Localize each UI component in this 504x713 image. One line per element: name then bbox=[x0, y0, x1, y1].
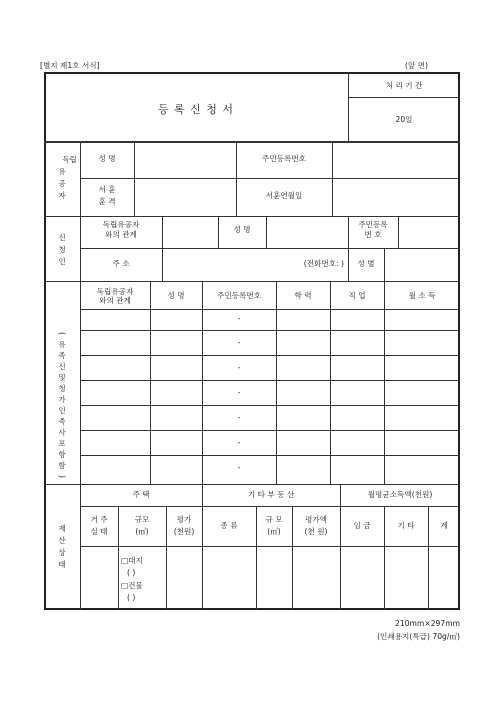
value-label: 평가 bbox=[176, 515, 192, 524]
family-col-line bbox=[384, 281, 385, 484]
divider bbox=[236, 141, 237, 216]
applicant-gender-label: 성 별 bbox=[357, 259, 375, 268]
family-header-income: 월 소 득 bbox=[408, 291, 436, 300]
value2-unit: (천 원) bbox=[304, 527, 328, 536]
divider bbox=[384, 248, 385, 281]
building-size: ( ) bbox=[127, 593, 136, 602]
applicant-section-label: 신 청 인 bbox=[58, 233, 66, 266]
family-row-line bbox=[80, 355, 460, 356]
divider bbox=[80, 178, 460, 179]
footer-size: 210mm×297mm bbox=[395, 619, 460, 628]
section-divider bbox=[44, 281, 460, 282]
residence-label-2: 실 태 bbox=[90, 527, 108, 536]
family-rrn-dash: - bbox=[237, 438, 241, 447]
family-row-line bbox=[80, 330, 460, 331]
family-row-line bbox=[80, 309, 460, 310]
processing-label: 처 리 기 간 bbox=[385, 81, 423, 90]
patriot-rrn-label: 주민등록번호 bbox=[261, 154, 306, 163]
divider bbox=[80, 248, 460, 249]
form-label: [별지 제1호 서식] bbox=[40, 61, 100, 70]
property-col-line bbox=[202, 484, 203, 610]
family-section-label: ( 유 족 신 및 청 가 인 족 사 포 항 함 ) bbox=[57, 332, 67, 478]
property-section-label: 재 산 상 태 bbox=[58, 524, 66, 569]
scale-unit: (㎡) bbox=[135, 527, 149, 536]
family-row-line bbox=[80, 405, 460, 406]
divider bbox=[162, 216, 163, 281]
family-rrn-dash: - bbox=[237, 314, 241, 323]
scale-label: 규모 bbox=[134, 515, 150, 524]
value2-label: 평가액 bbox=[304, 515, 327, 524]
applicant-rrn-label: 주민등록 bbox=[358, 220, 388, 229]
family-col-line bbox=[202, 281, 203, 484]
property-row-line bbox=[80, 506, 460, 507]
property-row-line bbox=[80, 546, 460, 547]
section-divider bbox=[44, 141, 460, 143]
family-row-line bbox=[80, 430, 460, 431]
housing-header: 주 택 bbox=[132, 490, 150, 499]
applicant-phone-label: (전화번호: ) bbox=[303, 259, 344, 268]
family-header-education: 학 력 bbox=[294, 291, 312, 300]
family-rrn-dash: - bbox=[237, 338, 241, 347]
page-title: 등 록 신 청 서 bbox=[157, 103, 235, 116]
applicant-address-label: 주 소 bbox=[112, 259, 130, 268]
family-header-name: 성 명 bbox=[167, 291, 185, 300]
family-col-line bbox=[276, 281, 277, 484]
divider bbox=[348, 97, 460, 98]
divider bbox=[80, 141, 81, 610]
divider bbox=[398, 216, 399, 248]
other-realestate-header: 기 타 부 동 산 bbox=[247, 490, 295, 499]
decoration-grade-label: 훈 격 bbox=[98, 197, 116, 206]
divider bbox=[332, 141, 333, 216]
decoration-label: 서 훈 bbox=[98, 185, 116, 194]
kind-label: 종 류 bbox=[220, 521, 238, 530]
family-row-line bbox=[80, 380, 460, 381]
monthly-income-header: 월평균소득액(천원) bbox=[367, 490, 433, 499]
family-rrn-dash: - bbox=[237, 388, 241, 397]
divider bbox=[134, 141, 135, 216]
property-col-line bbox=[340, 484, 341, 610]
decoration-date-label: 서훈연월일 bbox=[265, 191, 303, 200]
family-header-job: 직 업 bbox=[348, 291, 366, 300]
other-income-label: 기 타 bbox=[397, 521, 415, 530]
section-divider bbox=[44, 484, 460, 485]
family-rrn-dash: - bbox=[237, 463, 241, 472]
family-header-relation: 독립유공자 와의 관계 bbox=[96, 287, 134, 305]
land-size: ( ) bbox=[127, 568, 136, 577]
processing-value: 20일 bbox=[395, 115, 413, 124]
family-header-rrn: 주민등록번호 bbox=[216, 291, 261, 300]
patriot-section-label: 독 립 유 공 자 bbox=[58, 155, 77, 200]
applicant-relation-label-2: 와의 관계 bbox=[105, 230, 137, 239]
applicant-rrn-label-2: 번 호 bbox=[364, 230, 382, 239]
scale2-label: 규 모 bbox=[265, 515, 283, 524]
family-col-line bbox=[150, 281, 151, 484]
land-checkbox[interactable]: □대지 bbox=[121, 556, 143, 565]
applicant-name-label: 성 명 bbox=[233, 225, 251, 234]
divider bbox=[266, 216, 267, 248]
building-checkbox[interactable]: □건물 bbox=[121, 581, 143, 590]
family-row-line bbox=[80, 455, 460, 456]
applicant-relation-label: 독립유공자 bbox=[102, 220, 140, 229]
family-rrn-dash: - bbox=[237, 413, 241, 422]
value-unit: (천원) bbox=[173, 527, 195, 536]
residence-label: 거 주 bbox=[90, 515, 108, 524]
total-label: 계 bbox=[440, 521, 448, 530]
footer-paper: (인쇄용지(특급) 70g/㎡) bbox=[377, 632, 460, 641]
family-col-line bbox=[330, 281, 331, 484]
scale2-unit: (㎡) bbox=[267, 527, 281, 536]
patriot-name-label: 성 명 bbox=[98, 154, 116, 163]
side-label: (앞 면) bbox=[404, 61, 428, 70]
family-rrn-dash: - bbox=[237, 363, 241, 372]
wage-label: 임 금 bbox=[353, 521, 371, 530]
